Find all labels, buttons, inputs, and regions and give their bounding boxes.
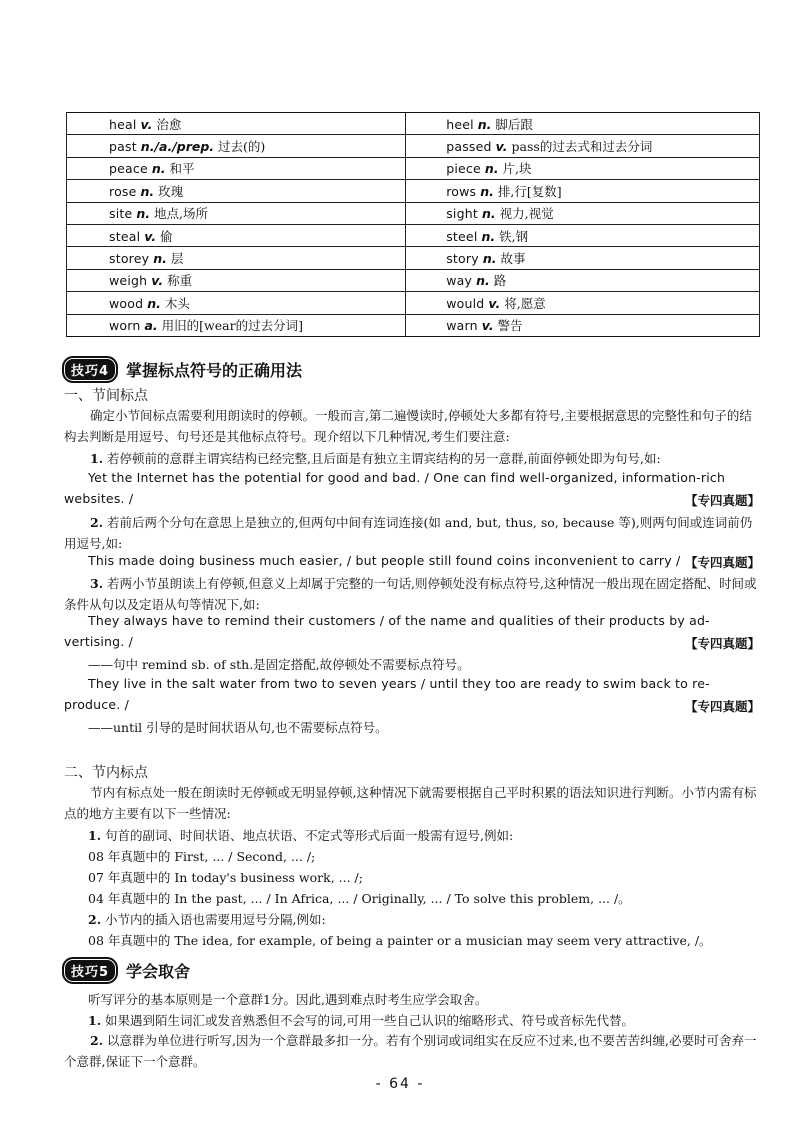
- tip5-badge: 技巧5: [62, 957, 118, 984]
- left-meaning: 偷: [160, 228, 173, 244]
- left-word-cell: [67, 157, 406, 179]
- right-meaning: 排,行[复数]: [497, 183, 562, 199]
- right-word-cell: [406, 157, 760, 179]
- right-word: would: [446, 295, 485, 311]
- point-1-number: 1.: [88, 828, 102, 843]
- rule-1: [64, 448, 758, 469]
- left-meaning: 过去(的): [218, 139, 266, 155]
- left-part-of-speech: n.: [153, 251, 167, 267]
- right-meaning: 将,愿意: [504, 295, 546, 311]
- left-word: worn: [109, 318, 141, 334]
- right-meaning: 脚后跟: [495, 116, 533, 132]
- rule-3-number: 3.: [90, 576, 104, 591]
- left-meaning: 木头: [164, 295, 190, 311]
- left-meaning: 玫瑰: [158, 183, 184, 199]
- table-row: [67, 269, 760, 291]
- example-3-line-1: They always have to remind their customers / of the name and qualities of their products by ad-: [88, 613, 710, 628]
- right-meaning: 铁,钢: [499, 228, 529, 244]
- left-word: storey: [109, 251, 150, 267]
- right-part-of-speech: n.: [481, 228, 496, 244]
- rule-2-text: 若前后两个分句在意思上是独立的,但两句中间有连词连接(如 and, but, thus, so, because 等),则两句间或连词前仍用逗号,如:: [64, 515, 753, 551]
- left-part-of-speech: n.: [140, 183, 155, 199]
- point-2-number: 2.: [88, 912, 102, 927]
- table-row: [67, 247, 760, 269]
- left-word-cell: [67, 135, 406, 157]
- example-3-tag: 【专四真题】: [684, 636, 760, 651]
- right-part-of-speech: n.: [480, 183, 494, 199]
- tip4-title: 掌握标点符号的正确用法: [126, 361, 303, 380]
- example-4-line-1: They live in the salt water from two to seven years / until they too are ready to swim back to re-: [88, 676, 710, 691]
- left-word: heal: [109, 116, 137, 132]
- left-word-cell: [67, 202, 406, 224]
- table-row: [67, 292, 760, 314]
- right-part-of-speech: v.: [488, 295, 501, 311]
- tip5-title: 学会取舍: [126, 962, 191, 981]
- left-meaning: 和平: [169, 161, 195, 177]
- section-1-title: 一、节间标点: [64, 388, 148, 404]
- left-part-of-speech: v.: [151, 273, 164, 289]
- tip5-intro: 听写评分的基本原则是一个意群1分。因此,遇到难点时考生应学会取舍。: [88, 992, 488, 1007]
- rule-3: [64, 573, 758, 615]
- right-word-cell: [406, 314, 760, 336]
- right-word-cell: [406, 113, 760, 135]
- left-meaning: 治愈: [156, 116, 182, 132]
- tip5-rule-1-text: 如果遇到陌生词汇或发音熟悉但不会写的词,可用一些自己认识的缩略形式、符号或音标先代替。: [105, 1013, 635, 1028]
- left-word: rose: [109, 183, 137, 199]
- right-word: way: [446, 273, 473, 289]
- tip5-rule-1-number: 1.: [88, 1013, 102, 1028]
- section-1-intro: 确定小节间标点需要利用朗读时的停顿。一般而言,第二遍慢读时,停顿处大多都有符号,主要根据意思的完整性和句子的结构去判断是用逗号、句号还是其他标点符号。现介绍以下几种情况,考生们要注意:: [64, 408, 752, 444]
- example-1-tag: 【专四真题】: [684, 493, 760, 508]
- left-part-of-speech: a.: [144, 318, 158, 334]
- right-meaning: 路: [493, 273, 507, 289]
- left-word: peace: [109, 161, 148, 177]
- left-meaning: 层: [170, 251, 184, 267]
- point-1: [88, 826, 760, 844]
- right-word-cell: [406, 292, 760, 314]
- point-1-example-2: 07 年真题中的 In today's business work, ... /;: [88, 870, 363, 885]
- left-word-cell: [67, 292, 406, 314]
- right-word-cell: [406, 180, 760, 202]
- right-meaning: 片,块: [502, 161, 532, 177]
- left-part-of-speech: n.: [151, 161, 166, 177]
- left-word: wood: [109, 295, 144, 311]
- table-row: [67, 314, 760, 336]
- page-number: - 64 -: [375, 1076, 425, 1092]
- example-4-line-2: produce. /: [64, 697, 130, 712]
- left-word-cell: [67, 224, 406, 246]
- point-2: [88, 910, 760, 928]
- right-word: steel: [446, 228, 478, 244]
- example-2-line: This made doing business much easier, / but people still found coins inconvenient to carry /: [88, 553, 681, 568]
- left-part-of-speech: n.: [136, 206, 151, 222]
- right-word: warn: [446, 318, 478, 334]
- point-2-text: 小节内的插入语也需要用逗号分隔,例如:: [105, 912, 326, 927]
- right-meaning: 警告: [497, 318, 523, 334]
- point-1-example-1: 08 年真题中的 First, ... / Second, ... /;: [88, 849, 316, 864]
- example-2-tag: 【专四真题】: [684, 555, 760, 570]
- tip4-heading: [62, 356, 302, 383]
- right-part-of-speech: n.: [482, 251, 497, 267]
- rule-2-number: 2.: [90, 515, 104, 530]
- right-word: sight: [446, 206, 478, 222]
- right-part-of-speech: n.: [477, 116, 492, 132]
- tip5-rule-2-text: 以意群为单位进行听写,因为一个意群最多扣一分。若有个别词或词组实在反应不过来,也不要苦苦纠缠,必要时可舍弃一个意群,保证下一个意群。: [64, 1033, 757, 1069]
- section-2-title: 二、节内标点: [64, 765, 148, 781]
- example-4-tag: 【专四真题】: [684, 699, 760, 714]
- example-1-line-2: websites. /: [64, 491, 134, 506]
- table-row: [67, 202, 760, 224]
- example-3-line-2: vertising. /: [64, 634, 134, 649]
- left-word: past: [109, 139, 137, 155]
- rule-1-number: 1.: [90, 451, 104, 466]
- left-word-cell: [67, 247, 406, 269]
- section-2-intro: 节内有标点处一般在朗读时无停顿或无明显停顿,这种情况下就需要根据自己平时积累的语法知识进行判断。小节内需有标点的地方主要有以下一些情况:: [64, 785, 757, 821]
- tip5-rule-2: [64, 1030, 758, 1072]
- left-meaning: 用旧的[wear的过去分词]: [161, 318, 303, 334]
- tip5-rule-2-number: 2.: [90, 1033, 104, 1048]
- left-word: steal: [109, 228, 141, 244]
- point-1-text: 句首的副词、时间状语、地点状语、不定式等形式后面一般需有逗号,例如:: [105, 828, 514, 843]
- tip4-badge: 技巧4: [62, 356, 118, 383]
- right-part-of-speech: v.: [481, 318, 494, 334]
- example-4-note: ——until 引导的是时间状语从句,也不需要标点符号。: [88, 720, 388, 735]
- right-meaning: pass的过去式和过去分词: [511, 139, 653, 155]
- homophone-table: [66, 112, 760, 337]
- rule-3-text: 若两小节虽朗读上有停顿,但意义上却属于完整的一句话,则停顿处没有标点符号,这种情况一般出现在固定搭配、时间或条件从句以及定语从句等情况下,如:: [64, 576, 757, 612]
- tip5-rule-1: [88, 1011, 760, 1029]
- right-word-cell: [406, 269, 760, 291]
- rule-2: [64, 512, 758, 554]
- tip5-heading: [62, 957, 190, 984]
- left-word-cell: [67, 314, 406, 336]
- right-word-cell: [406, 135, 760, 157]
- right-word-cell: [406, 247, 760, 269]
- left-part-of-speech: v.: [140, 116, 153, 132]
- right-word-cell: [406, 224, 760, 246]
- left-part-of-speech: v.: [144, 228, 157, 244]
- right-word: passed: [446, 139, 492, 155]
- right-word: story: [446, 251, 479, 267]
- right-part-of-speech: n.: [484, 161, 499, 177]
- point-1-example-3: 04 年真题中的 In the past, ... / In Africa, ... / Originally, ... / To solve this problem, ... /。: [88, 891, 631, 906]
- table-row: [67, 180, 760, 202]
- right-part-of-speech: n.: [481, 206, 496, 222]
- right-word: piece: [446, 161, 481, 177]
- table-row: [67, 157, 760, 179]
- left-word-cell: [67, 113, 406, 135]
- table-row: [67, 224, 760, 246]
- example-1-line-1: Yet the Internet has the potential for good and bad. / One can find well-organized, information-rich: [88, 470, 726, 485]
- right-part-of-speech: v.: [495, 139, 508, 155]
- table-row: [67, 135, 760, 157]
- left-meaning: 称重: [167, 273, 193, 289]
- rule-1-text: 若停顿前的意群主谓宾结构已经完整,且后面是有独立主谓宾结构的另一意群,前面停顿处即为句号,如:: [107, 451, 661, 466]
- example-3-note: ——句中 remind sb. of sth.是固定搭配,故停顿处不需要标点符号。: [88, 657, 470, 672]
- left-part-of-speech: n.: [147, 295, 161, 311]
- right-word-cell: [406, 202, 760, 224]
- right-word: rows: [446, 183, 477, 199]
- table-row: [67, 113, 760, 135]
- right-word: heel: [446, 116, 474, 132]
- right-meaning: 故事: [500, 251, 526, 267]
- right-meaning: 视力,视觉: [499, 206, 554, 222]
- right-part-of-speech: n.: [476, 273, 490, 289]
- left-meaning: 地点,场所: [154, 206, 208, 222]
- left-word-cell: [67, 269, 406, 291]
- left-word: site: [109, 206, 133, 222]
- point-2-example-1: 08 年真题中的 The idea, for example, of being a painter or a musician may seem very attractive, /。: [88, 933, 712, 948]
- left-word: weigh: [109, 273, 148, 289]
- left-part-of-speech: n./a./prep.: [140, 139, 215, 155]
- left-word-cell: [67, 180, 406, 202]
